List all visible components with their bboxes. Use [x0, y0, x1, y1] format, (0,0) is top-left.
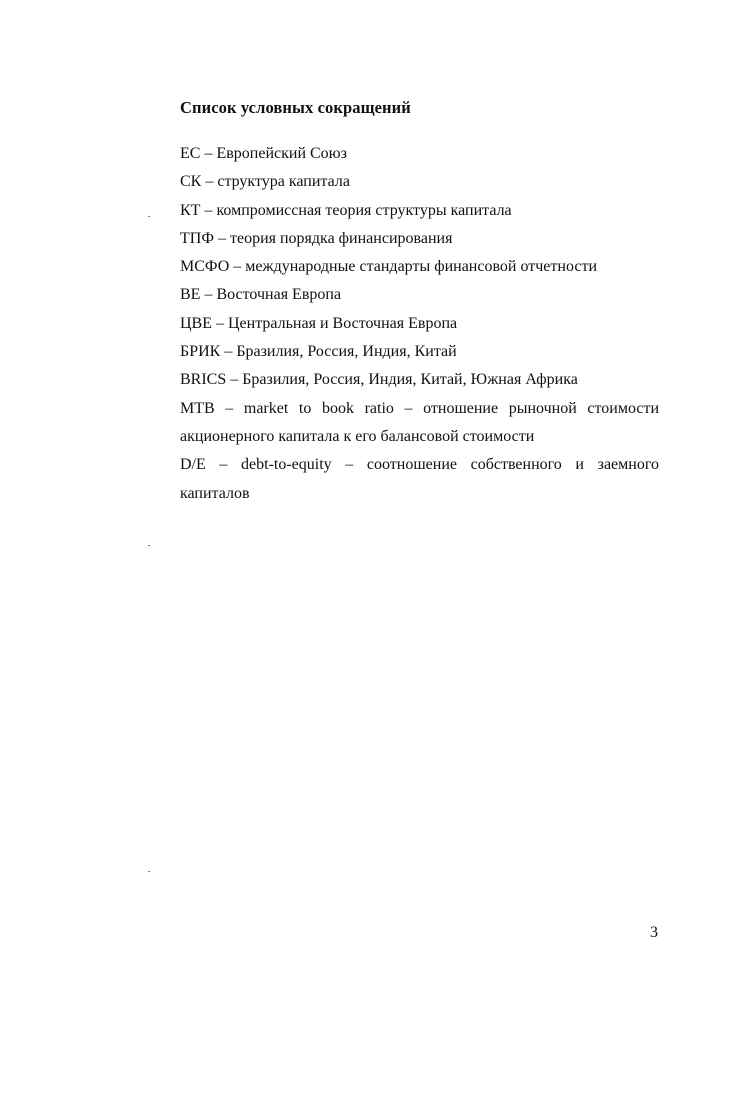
- scan-speck: [148, 216, 150, 217]
- abbreviation-item: ЕС – Европейский Союз: [180, 145, 347, 162]
- abbreviation-item: МСФО – международные стандарты финансовой отчетности: [180, 258, 597, 276]
- scan-speck: [148, 545, 150, 546]
- abbreviation-item: ВЕ – Восточная Европа: [180, 286, 342, 304]
- abbreviation-item: КТ – компромиссная теория структуры капитала: [180, 201, 512, 219]
- page-number: 3: [650, 924, 658, 941]
- abbreviation-item: MTB – market to book ratio – отношение рыночной стоимости акционерного капитала к его балансовой стоимости: [180, 399, 659, 445]
- abbreviation-item: D/E – debt-to-equity – соотношение собственного и заемного капиталов: [180, 456, 659, 502]
- scan-speck: [148, 871, 150, 872]
- abbreviation-item: ТПФ – теория порядка финансирования: [180, 229, 453, 247]
- abbreviation-item: СК – структура капитала: [180, 173, 350, 191]
- abbreviation-item: BRICS – Бразилия, Россия, Индия, Китай, Южная Африка: [180, 371, 578, 389]
- page-title: Список условных сокращений: [180, 98, 411, 117]
- abbreviation-item: БРИК – Бразилия, Россия, Индия, Китай: [180, 343, 457, 361]
- abbreviation-list: [180, 140, 659, 508]
- abbreviation-item: ЦВЕ – Центральная и Восточная Европа: [180, 314, 458, 332]
